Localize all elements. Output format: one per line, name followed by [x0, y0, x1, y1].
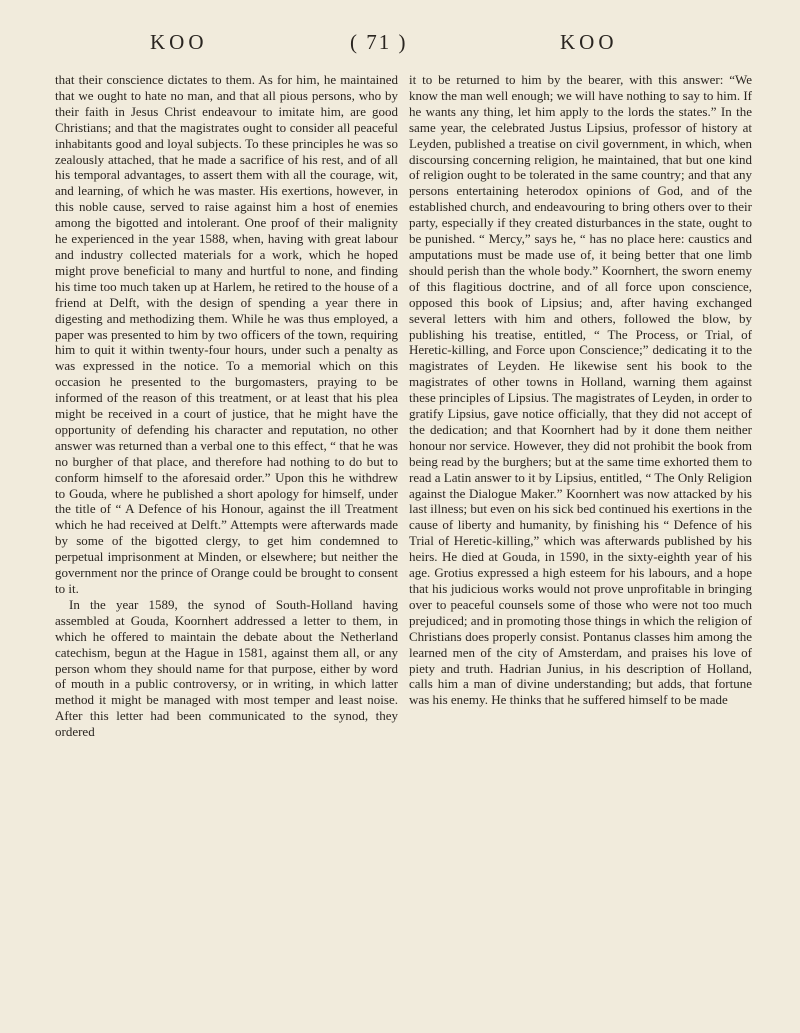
left-column [55, 72, 398, 740]
page-number: ( 71 ) [350, 30, 408, 54]
right-column [409, 72, 752, 708]
paragraph: that their conscience dictates to them. As for him, he maintained that we ought to hate no man, and that all pious persons, who by their faith in Jesus Christ endeavour to imitate him, are good Christians; and that the magistrates ought to consider all peaceful inhabitants good and loyal subjects. To these principles he was so zealously attached, that he made a sacrifice of his rest, and of all his temporal advantages, to assert them with all the courage, wit, and learning, of which he was master. His exertions, however, in this noble cause, served to raise against him a host of enemies among the bigotted and intolerant. One proof of their malignity he experienced in the year 1588, when, having with great labour and industry collected materials for a work, which he hoped might prove beneficial to many and hurtful to none, and finding his time too much taken up at Harlem, he retired to the house of a friend at Delft, with the design of spending a year there in digesting and methodizing them. While he was thus employed, a paper was presented to him by two officers of the town, requiring him to quit it within twenty-four hours, under such a penalty as was expressed in the notice. To a memorial which on this occasion he presented to the burgomasters, praying to be informed of the reason of this treatment, or at least that his plea might be received in a court of justice, that he might have the opportunity of defending his character and reputation, no other answer was returned than a verbal one to this effect, “ that he was no burgher of that place, and therefore had nothing to do but to conform himself to the aforesaid order.” Upon this he withdrew to Gouda, where he published a short apology for himself, under the title of “ A Defence of his Honour, against the ill Treatment which he had received at Delft.” Attempts were afterwards made by some of the bigotted clergy, to get him condemned to perpetual imprisonment at Minden, or elsewhere; but neither the government nor the prince of Orange could be brought to consent to it. [55, 72, 398, 596]
paragraph: it to be returned to him by the bearer, with this answer: “We know the man well enough; we will have nothing to say to him. If he wants any thing, let him apply to the lords the states.” In the same year, the celebrated Justus Lipsius, professor of history at Leyden, published a treatise on civil government, in which, when discoursing concerning religion, he maintained, that but one kind of religion ought to be tolerated in the same country; and that any persons entertaining heterodox opinions of God, and of the established church, and endeavouring to bring others over to their party, especially if they created disturbances in the state, ought to be punished. “ Mercy,” says he, “ has no place here: caustics and amputations must be made use of, it being better that one limb should perish than the whole body.” Koornhert, the sworn enemy of this flagitious doctrine, and of all force upon conscience, opposed this book of Lipsius; and, after having exchanged several letters with him and others, followed the blow, by publishing his treatise, entitled, “ The Process, or Trial, of Heretic-killing, and Force upon Conscience;” dedicating it to the magistrates of Leyden. He likewise sent his book to the magistrates of other towns in Holland, warning them against these principles of Lipsius. The magistrates of Leyden, in order to gratify Lipsius, gave notice officially, that they did not accept of the dedication; and that Koornhert had by it done them neither honour nor service. However, they did not prohibit the book from being read by the burghers; but at the same time exhorted them to read a Latin answer to it by Lipsius, entitled, “ The Only Religion against the Dialogue Maker.” Koornhert was now attacked by his last illness; but even on his sick bed continued his exertions in the cause of liberty and humanity, by finishing his “ Defence of his Trial of Heretic-killing,” which was afterwards published by his heirs. He died at Gouda, in 1590, in the sixty-eighth year of his age. Grotius expressed a high esteem for his labours, and a hope that his judicious works would not prove unprofitable in bringing over to peaceful counsels some of those who were not too much prejudiced; and in promoting those things in which the religion of Christians does properly consist. Pontanus classes him among the learned men of the city of Amsterdam, and praises his love of piety and truth. Hadrian Junius, in his description of Holland, calls him a man of divine understanding; but adds, that fortune was his enemy. He thinks that he suffered himself to be made [409, 72, 753, 708]
paragraph: In the year 1589, the synod of South-Holland having assembled at Gouda, Koornhert addressed a letter to them, in which he offered to maintain the debate about the Netherland catechism, begun at the Hague in 1581, against them all, or any person whom they should name for that purpose, either by word of mouth in a public controversy, or in writing, in which latter method it might be managed with most temper and least noise. After this letter had been communicated to the synod, they ordered [55, 596, 398, 740]
running-header [0, 30, 800, 66]
header-left-word: KOO [150, 30, 208, 54]
header-right-word: KOO [560, 30, 618, 54]
